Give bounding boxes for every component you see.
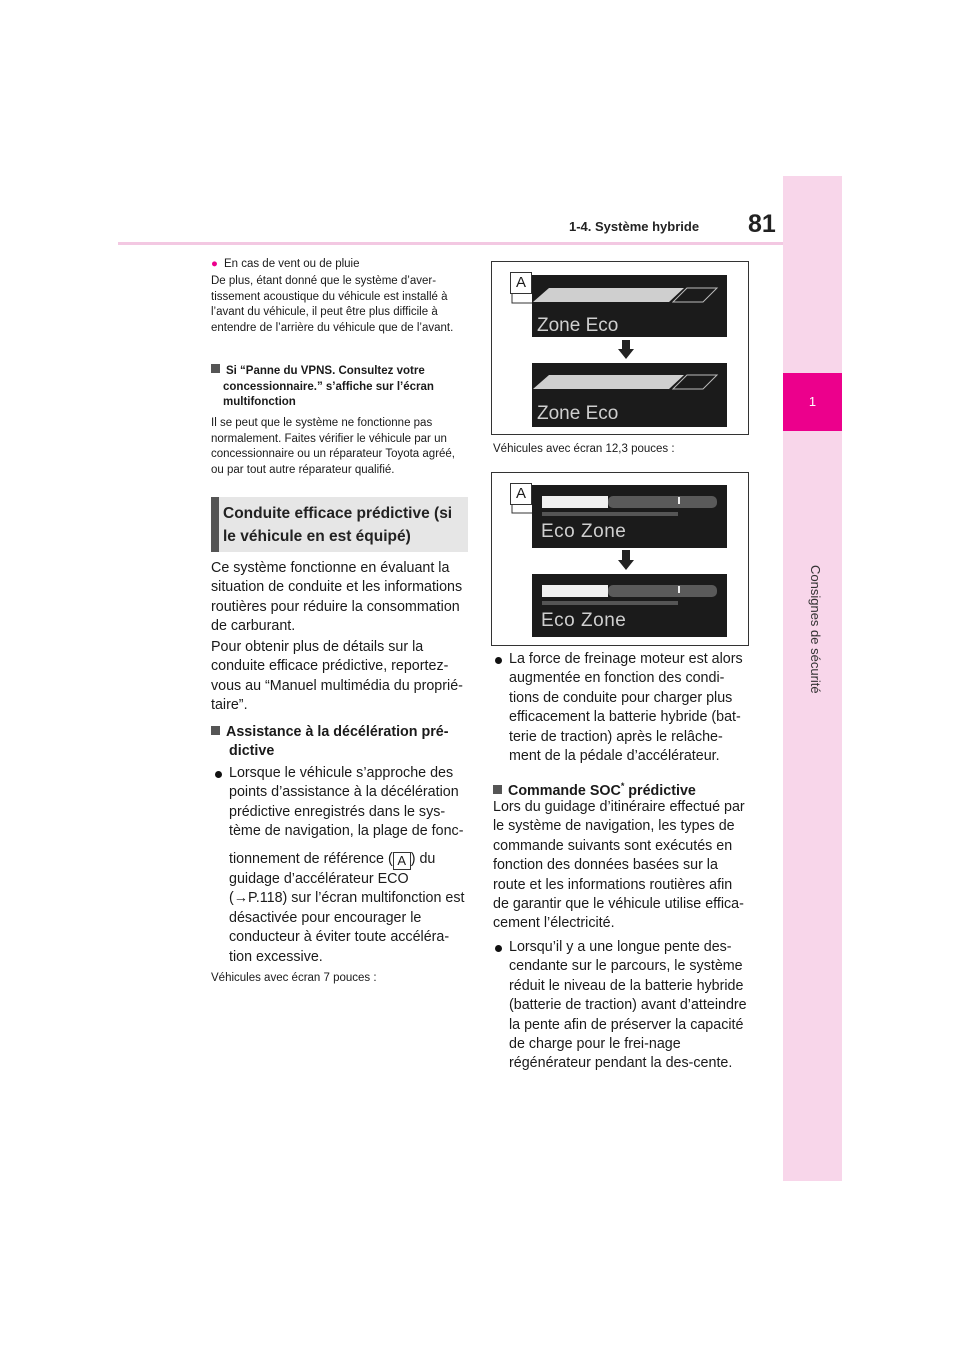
deceleration-bullet-c: guidage d’accélérateur ECO (→P.118) sur l’écran multifonction est désactivée pour encourager le conducteur à éviter toute accéléra-tion excessive. [229,871,465,965]
square-bullet-icon [493,785,502,794]
square-bullet-icon [211,364,220,373]
soc-paragraph: Lors du guidage d’itinéraire effectué par le système de navigation, les types de commande suivants sont exécutés en fonction des données basées sur la route et les informations routières afin de garantir que le véhicule utilise effica-cement l’électricité. [493,799,745,932]
page-number: 81 [748,210,776,238]
bullet-dot-icon [495,657,502,664]
eco-zone-label: Zone Eco [537,403,619,424]
details-paragraph: Pour obtenir plus de détails sur la conduite efficace prédictive, reportez-vous au “Manuel multimédia du proprié-taire”. [211,639,463,714]
caption-12-inch: Véhicules avec écran 12,3 pouces : [493,443,675,455]
section-title: 1-4. Système hybride [569,219,700,234]
section-heading-bar [211,497,219,552]
figure-7-inch-drawing [491,261,749,435]
deceleration-bullet-b: tionnement de référence ( A ) du [229,851,436,868]
side-tab-label: Consignes de sécurité [808,565,823,694]
eco-zone-label: Zone Eco [537,315,619,336]
side-tab-number: 1 [783,373,842,431]
deceleration-bullet-a: Lorsque le véhicule s’approche des points d’assistance à la décélération prédictive enregistrés dans le sys-tème de navigation, la plage de fonc- [229,765,464,840]
engine-brake-bullet: La force de freinage moteur est alors augmentée en fonction des condi-tions de conduite pour charger plus efficacement la batterie hybride (bat-terie de traction) après le relâche-ment de la pédale d’accélérateur. [509,651,743,765]
rain-item: ● En cas de vent ou de pluie [211,258,360,270]
square-bullet-icon [211,726,220,735]
subheading-soc: Commande SOC* prédictive [493,777,751,801]
vpns-title: Si “Panne du VPNS. Consultez votre concessionnaire.” s’affiche sur l’écran multifonction [211,364,481,411]
figure-label-a: A [510,483,532,505]
label-a-box: A [393,852,411,870]
figure-label-a: A [510,272,532,294]
bullet-dot-icon [215,771,222,778]
bullet-dot-icon [495,945,502,952]
vpns-text: Il se peut que le système ne fonctionne pas normalement. Faites vérifier le véhicule par un concessionnaire ou un réparateur Toyota agréé, ou par tout autre réparateur qualifié. [211,417,456,476]
slope-bullet: Lorsqu’il y a une longue pente des-cendante sur le parcours, le système réduit le niveau de la batterie hybride (batterie de traction) avant d’atteindre la pente afin de préserver la capacité de charge pour le frei-nage régénérateur pendant la des-cente. [509,939,747,1072]
eco-zone-label: Eco Zone [541,521,627,542]
intro-paragraph: Ce système fonctionne en évaluant la situation de conduite et les informations routières pour réduire la consommation de carburant. [211,560,463,635]
section-heading: Conduite efficace prédictive (si le véhicule en est équipé) [223,505,453,545]
rain-text: De plus, étant donné que le système d’aver-tissement acoustique du véhicule est installé à l’avant du véhicule, il peut être plus difficile à entendre de l’arrière du véhicule que de l’avant. [211,275,454,334]
circle-bullet-icon: ● [211,258,218,270]
eco-zone-label: Eco Zone [541,610,627,631]
caption-7-inch: Véhicules avec écran 7 pouces : [211,972,377,984]
header-rule [118,242,783,245]
subheading-deceleration: Assistance à la décélération pré-dictive [211,723,487,762]
